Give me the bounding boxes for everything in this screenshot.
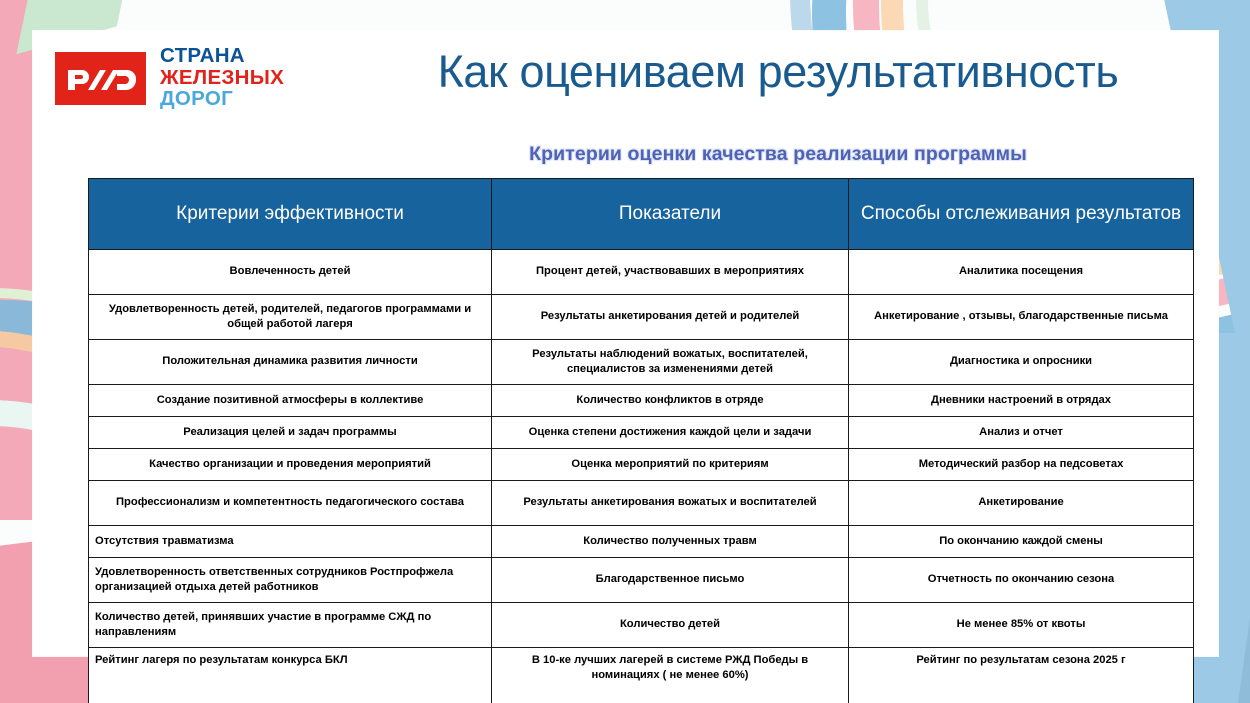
criteria-table-wrapper xyxy=(88,178,1193,703)
logo-line-dorog: ДОРОГ xyxy=(160,87,234,110)
criteria-table xyxy=(88,178,1194,703)
rzd-logo-mark-icon xyxy=(55,52,146,105)
cell-criterion: Профессионализм и компетентность педагогического состава xyxy=(89,481,492,526)
cell-criterion: Создание позитивной атмосферы в коллективе xyxy=(89,385,492,417)
cell-indicator: Результаты наблюдений вожатых, воспитателей, специалистов за изменениями детей xyxy=(492,340,849,385)
cell-indicator: Количество конфликтов в отряде xyxy=(492,385,849,417)
cell-indicator: Количество детей xyxy=(492,603,849,648)
cell-indicator: Благодарственное письмо xyxy=(492,558,849,603)
page-subtitle: Критерии оценки качества реализации программы xyxy=(529,143,1027,165)
cell-criterion: Удовлетворенность детей, родителей, педагогов программами и общей работой лагеря xyxy=(89,295,492,340)
table-row xyxy=(89,385,1194,417)
column-header-methods: Способы отслеживания результатов xyxy=(849,179,1194,250)
table-row xyxy=(89,558,1194,603)
cell-indicator: Количество полученных травм xyxy=(492,526,849,558)
cell-criterion: Рейтинг лагеря по результатам конкурса БКЛ xyxy=(89,648,492,703)
cell-criterion: Положительная динамика развития личности xyxy=(89,340,492,385)
logo-line-strana: СТРАНА xyxy=(160,44,245,67)
cell-criterion: Реализация целей и задач программы xyxy=(89,417,492,449)
cell-indicator: Процент детей, участвовавших в мероприятиях xyxy=(492,250,849,295)
cell-method: Аналитика посещения xyxy=(849,250,1194,295)
cell-method: Рейтинг по результатам сезона 2025 г xyxy=(849,648,1194,703)
cell-indicator: Оценка мероприятий по критериям xyxy=(492,449,849,481)
table-row xyxy=(89,481,1194,526)
rzd-logo-wordmark xyxy=(160,46,284,111)
cell-method: Диагностика и опросники xyxy=(849,340,1194,385)
cell-criterion: Вовлеченность детей xyxy=(89,250,492,295)
table-row xyxy=(89,250,1194,295)
table-row xyxy=(89,340,1194,385)
cell-method: По окончанию каждой смены xyxy=(849,526,1194,558)
cell-indicator: Результаты анкетирования вожатых и воспитателей xyxy=(492,481,849,526)
table-row xyxy=(89,449,1194,481)
cell-method: Анализ и отчет xyxy=(849,417,1194,449)
cell-method: Методический разбор на педсоветах xyxy=(849,449,1194,481)
page-title: Как оцениваем результативность xyxy=(437,46,1119,97)
cell-method: Анкетирование , отзывы, благодарственные письма xyxy=(849,295,1194,340)
table-row xyxy=(89,295,1194,340)
cell-indicator: Оценка степени достижения каждой цели и задачи xyxy=(492,417,849,449)
table-row xyxy=(89,603,1194,648)
cell-criterion: Количество детей, принявших участие в программе СЖД по направлениям xyxy=(89,603,492,648)
cell-method: Отчетность по окончанию сезона xyxy=(849,558,1194,603)
cell-criterion: Отсутствия травматизма xyxy=(89,526,492,558)
rzd-logo xyxy=(55,46,284,111)
table-row xyxy=(89,648,1194,703)
cell-method: Анкетирование xyxy=(849,481,1194,526)
table-row xyxy=(89,417,1194,449)
cell-method: Не менее 85% от квоты xyxy=(849,603,1194,648)
logo-line-zheleznyh: ЖЕЛЕЗНЫХ xyxy=(160,65,285,89)
cell-indicator: Результаты анкетирования детей и родителей xyxy=(492,295,849,340)
column-header-indicators: Показатели xyxy=(492,179,849,250)
cell-criterion: Качество организации и проведения мероприятий xyxy=(89,449,492,481)
column-header-criteria: Критерии эффективности xyxy=(89,179,492,250)
table-row xyxy=(89,526,1194,558)
table-header-row xyxy=(89,179,1194,250)
cell-indicator: В 10-ке лучших лагерей в системе РЖД Победы в номинациях ( не менее 60%) xyxy=(492,648,849,703)
content-panel xyxy=(33,31,1218,682)
cell-criterion: Удовлетворенность ответственных сотрудников Ростпрофжела организацией отдыха детей работников xyxy=(89,558,492,603)
cell-method: Дневники настроений в отрядах xyxy=(849,385,1194,417)
